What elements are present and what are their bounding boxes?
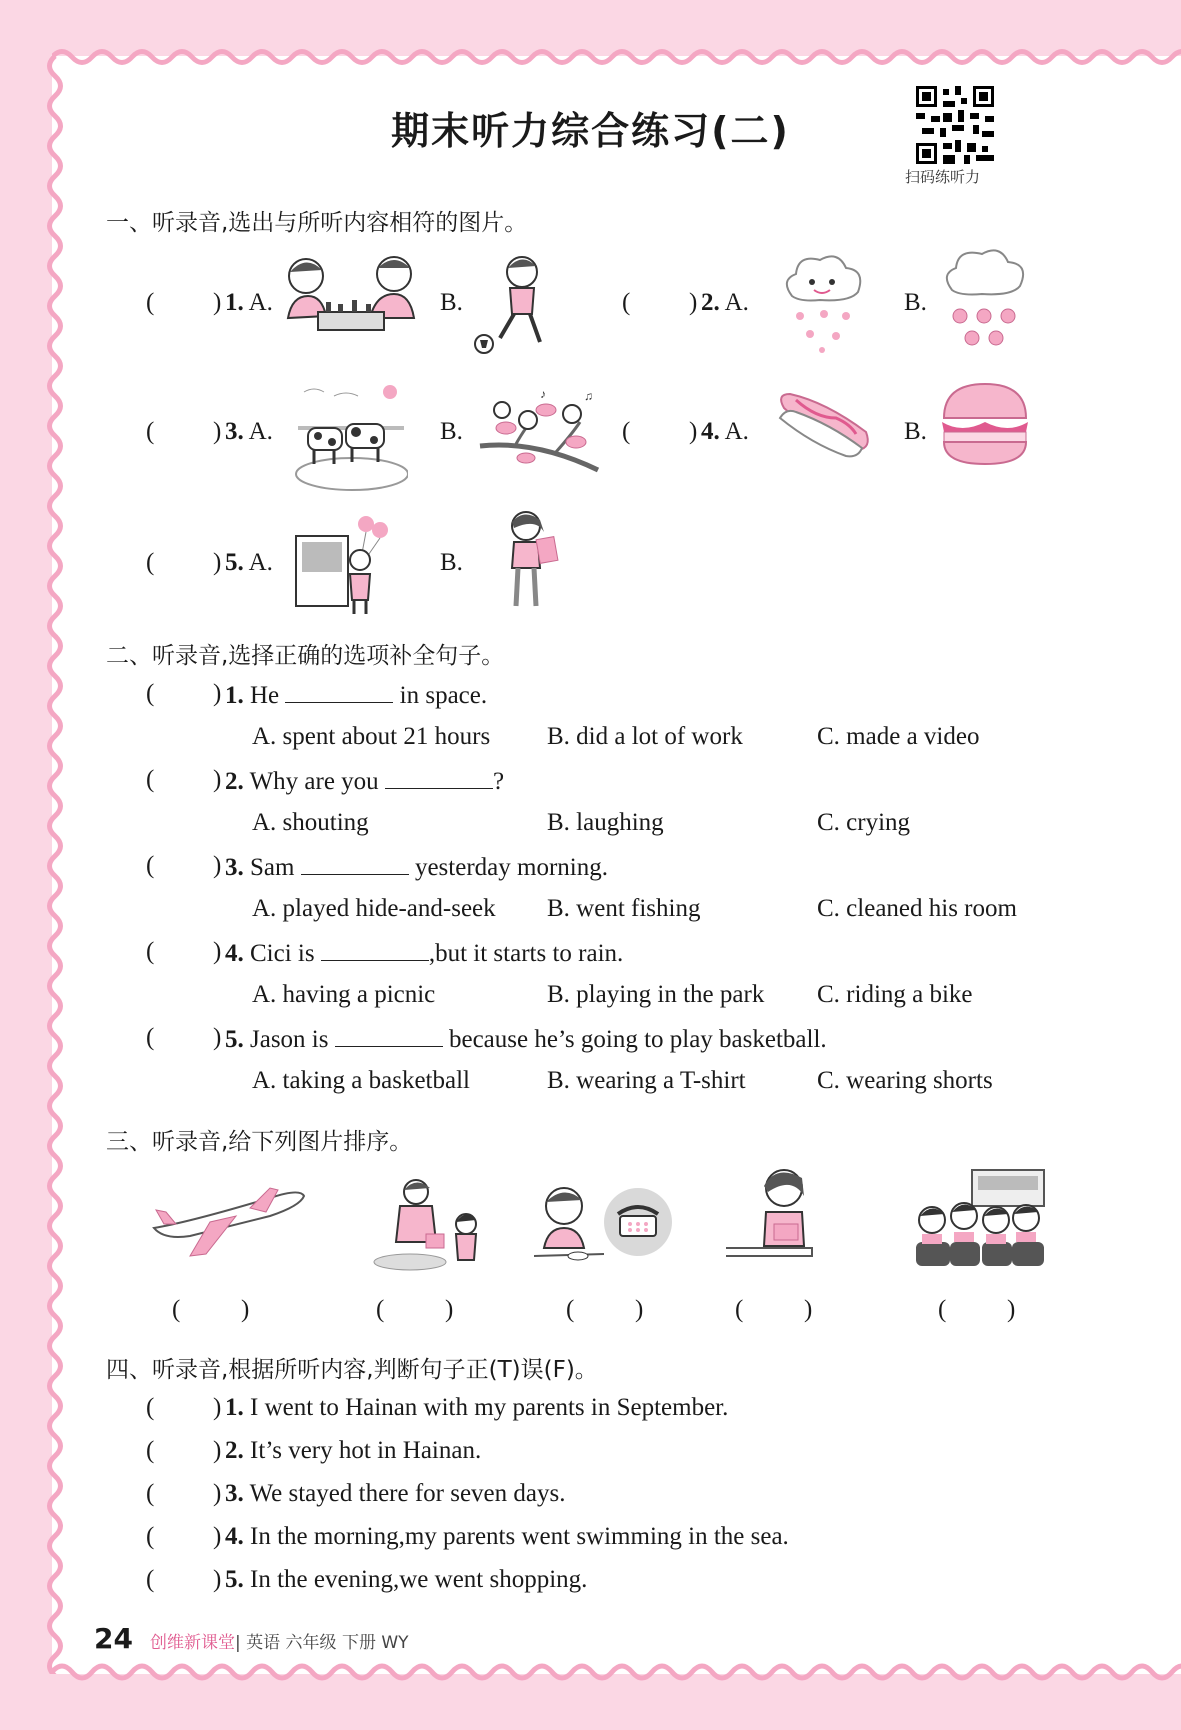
- answer-bracket-close: ): [445, 1296, 454, 1323]
- question-number: 2. A.: [701, 289, 749, 316]
- answer-bracket-open: (: [146, 1394, 155, 1421]
- answer-bracket-close: ): [213, 1024, 222, 1051]
- option-b-label: B.: [440, 289, 463, 316]
- answer-bracket-open: (: [146, 1480, 155, 1507]
- airplane-icon[interactable]: [150, 1182, 308, 1260]
- answer-blank[interactable]: [285, 680, 393, 703]
- answer-bracket-close: ): [213, 766, 222, 793]
- answer-bracket-open: (: [938, 1296, 947, 1323]
- answer-blank[interactable]: [321, 938, 429, 961]
- answer-bracket-close: ): [213, 1566, 222, 1593]
- question-number: 1. A.: [225, 289, 273, 316]
- answer-bracket-close: ): [213, 1480, 222, 1507]
- girl-reading-icon[interactable]: [494, 508, 566, 612]
- answer-blank[interactable]: [301, 852, 409, 875]
- option-c[interactable]: C. riding a bike: [817, 981, 973, 1008]
- boy-on-phone-icon[interactable]: [534, 1184, 674, 1268]
- wavy-border-bottom: [52, 1660, 1181, 1684]
- answer-bracket-close: ): [213, 680, 222, 707]
- svg-text:♪: ♪: [540, 387, 546, 401]
- birds-in-tree-icon[interactable]: [476, 386, 602, 482]
- true-false-statement: 2. It’s very hot in Hainan.: [225, 1437, 482, 1464]
- answer-bracket-close: ): [213, 549, 222, 576]
- option-b-label: B.: [440, 549, 463, 576]
- option-b-label: B.: [904, 418, 927, 445]
- answer-bracket-open: (: [146, 1523, 155, 1550]
- option-a[interactable]: A. played hide-and-seek: [252, 895, 496, 922]
- option-b[interactable]: B. did a lot of work: [547, 723, 743, 750]
- answer-bracket-open: (: [622, 418, 631, 445]
- qr-code-label: 扫码练听力: [905, 168, 981, 186]
- answer-bracket-close: ): [241, 1296, 250, 1323]
- cloud-with-hail-icon[interactable]: [780, 250, 866, 356]
- sentence-question: 3. Sam yesterday morning.: [225, 854, 608, 881]
- answer-bracket-close: ): [213, 1523, 222, 1550]
- option-a[interactable]: A. shouting: [252, 809, 369, 836]
- book-details: | 英语 六年级 下册 WY: [235, 1633, 409, 1653]
- answer-bracket-open: (: [146, 852, 155, 879]
- question-number: 4. A.: [701, 418, 749, 445]
- girl-with-balloons-icon[interactable]: [294, 514, 394, 616]
- answer-bracket-open: (: [146, 1024, 155, 1051]
- answer-bracket-open: (: [146, 938, 155, 965]
- section-1-heading: 一、听录音,选出与所听内容相符的图片。: [106, 210, 528, 236]
- option-b[interactable]: B. playing in the park: [547, 981, 765, 1008]
- option-a[interactable]: A. spent about 21 hours: [252, 723, 491, 750]
- answer-bracket-open: (: [735, 1296, 744, 1323]
- answer-bracket-close: ): [1007, 1296, 1016, 1323]
- cloud-with-snow-icon[interactable]: [940, 246, 1030, 350]
- sentence-question: 4. Cici is ,but it starts to rain.: [225, 940, 624, 967]
- answer-bracket-close: ): [213, 1437, 222, 1464]
- sentence-question: 2. Why are you ?: [225, 768, 505, 795]
- footer-book-info: [150, 1628, 409, 1653]
- qr-code-icon[interactable]: [916, 86, 994, 164]
- question-number: 5. A.: [225, 549, 273, 576]
- boys-playing-chess-icon[interactable]: [278, 252, 420, 342]
- page-number: 24: [94, 1622, 133, 1655]
- answer-bracket-open: (: [146, 766, 155, 793]
- option-c[interactable]: C. crying: [817, 809, 911, 836]
- svg-text:♫: ♫: [584, 389, 593, 403]
- answer-bracket-open: (: [146, 549, 155, 576]
- answer-blank[interactable]: [335, 1024, 443, 1047]
- answer-bracket-open: (: [146, 1566, 155, 1593]
- answer-bracket-open: (: [566, 1296, 575, 1323]
- option-a[interactable]: A. having a picnic: [252, 981, 436, 1008]
- section-2-heading: 二、听录音,选择正确的选项补全句子。: [106, 643, 505, 669]
- answer-bracket-open: (: [146, 289, 155, 316]
- answer-bracket-open: (: [146, 418, 155, 445]
- wavy-border-top: [52, 46, 1181, 68]
- option-c[interactable]: C. made a video: [817, 723, 980, 750]
- answer-blank[interactable]: [385, 766, 493, 789]
- option-b[interactable]: B. wearing a T-shirt: [547, 1067, 746, 1094]
- brand-name: 创维新课堂: [150, 1633, 235, 1653]
- sentence-question: 5. Jason is because he’s going to play basketball.: [225, 1026, 827, 1053]
- hamburger-icon[interactable]: [940, 382, 1030, 466]
- answer-bracket-open: (: [172, 1296, 181, 1323]
- answer-bracket-close: ): [213, 289, 222, 316]
- answer-bracket-close: ): [804, 1296, 813, 1323]
- true-false-statement: 4. In the morning,my parents went swimming in the sea.: [225, 1523, 789, 1550]
- answer-bracket-close: ): [213, 938, 222, 965]
- answer-bracket-open: (: [622, 289, 631, 316]
- answer-bracket-close: ): [689, 418, 698, 445]
- answer-bracket-close: ): [213, 852, 222, 879]
- answer-bracket-close: ): [689, 289, 698, 316]
- family-picnic-icon[interactable]: [370, 1176, 486, 1272]
- true-false-statement: 1. I went to Hainan with my parents in September.: [225, 1394, 729, 1421]
- sentence-question: 1. He in space.: [225, 682, 488, 709]
- answer-bracket-open: (: [146, 680, 155, 707]
- cows-on-farm-icon[interactable]: [294, 382, 408, 494]
- girl-reading-book-icon[interactable]: [726, 1162, 826, 1272]
- section-3-heading: 三、听录音,给下列图片排序。: [106, 1129, 413, 1155]
- option-b[interactable]: B. laughing: [547, 809, 664, 836]
- answer-bracket-close: ): [635, 1296, 644, 1323]
- children-in-class-icon[interactable]: [912, 1168, 1046, 1270]
- answer-bracket-close: ): [213, 418, 222, 445]
- answer-bracket-close: ): [213, 1394, 222, 1421]
- option-b-label: B.: [440, 418, 463, 445]
- hot-dog-icon[interactable]: [776, 388, 872, 460]
- option-c[interactable]: C. wearing shorts: [817, 1067, 993, 1094]
- option-a[interactable]: A. taking a basketball: [252, 1067, 470, 1094]
- answer-bracket-open: (: [376, 1296, 385, 1323]
- option-b[interactable]: B. went fishing: [547, 895, 701, 922]
- question-number: 3. A.: [225, 418, 273, 445]
- option-b-label: B.: [904, 289, 927, 316]
- true-false-statement: 3. We stayed there for seven days.: [225, 1480, 566, 1507]
- answer-bracket-open: (: [146, 1437, 155, 1464]
- true-false-statement: 5. In the evening,we went shopping.: [225, 1566, 588, 1593]
- page-title: 期末听力综合练习(二): [391, 109, 790, 153]
- boy-playing-football-icon[interactable]: [470, 252, 560, 356]
- section-4-heading: 四、听录音,根据所听内容,判断句子正(T)误(F)。: [106, 1357, 598, 1383]
- option-c[interactable]: C. cleaned his room: [817, 895, 1017, 922]
- wavy-border-left: [44, 56, 66, 1674]
